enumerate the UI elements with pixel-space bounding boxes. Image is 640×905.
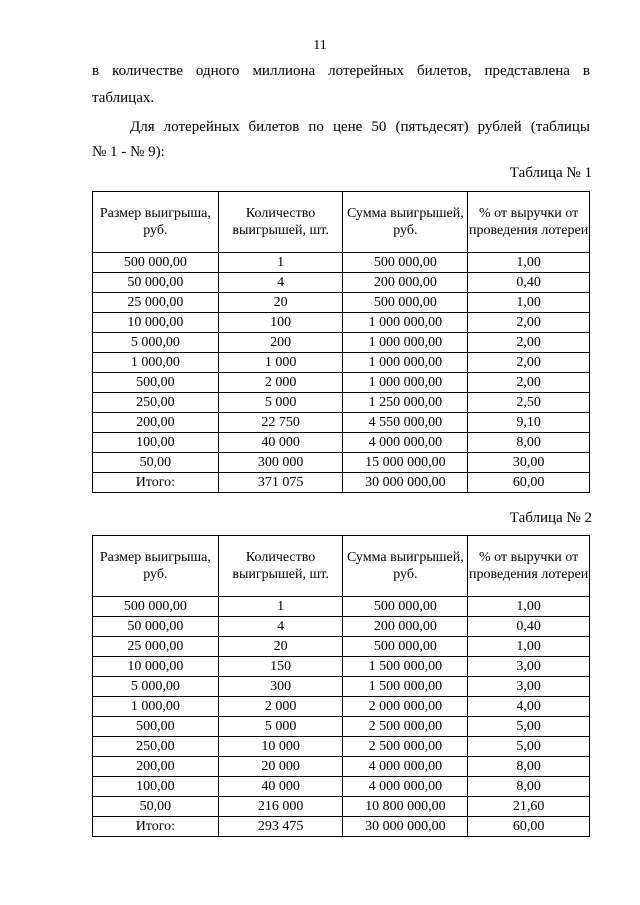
revenue-percent-cell: 5,00	[468, 737, 590, 757]
revenue-percent-cell: 1,00	[468, 293, 590, 313]
prize-amount-cell: 500,00	[93, 373, 219, 393]
revenue-percent-header: % от выручки от проведения лотереи	[468, 192, 590, 253]
prize-sum-header: Сумма выигрышей, руб.	[343, 192, 468, 253]
prize-sum-header: Сумма выигрышей, руб.	[343, 536, 468, 597]
prize-amount-cell: 10 000,00	[93, 313, 219, 333]
prize-count-cell: 150	[218, 657, 343, 677]
revenue-percent-cell: 0,40	[468, 617, 590, 637]
table-row	[93, 393, 590, 413]
paragraph-2-line-1: Для лотерейных билетов по цене 50 (пятьдесят) рублей (таблицы	[130, 119, 590, 135]
prize-count-cell: 4	[218, 273, 343, 293]
prize-amount-cell: 200,00	[93, 757, 219, 777]
prize-count-cell: 293 475	[218, 817, 343, 837]
prize-amount-cell: 1 000,00	[93, 353, 219, 373]
prize-count-cell: 2 000	[218, 697, 343, 717]
revenue-percent-header: % от выручки от проведения лотереи	[468, 536, 590, 597]
table-row	[93, 737, 590, 757]
prize-count-header: Количество выигрышей, шт.	[218, 192, 343, 253]
table-row	[93, 797, 590, 817]
revenue-percent-cell: 30,00	[468, 453, 590, 473]
prize-amount-cell: 200,00	[93, 413, 219, 433]
prize-count-cell: 10 000	[218, 737, 343, 757]
table-row	[93, 597, 590, 617]
revenue-percent-cell: 2,50	[468, 393, 590, 413]
table-header-row	[93, 536, 590, 597]
prize-count-cell: 20	[218, 293, 343, 313]
prize-count-cell: 22 750	[218, 413, 343, 433]
prize-sum-cell: 4 000 000,00	[343, 757, 468, 777]
prize-amount-cell: 250,00	[93, 737, 219, 757]
prize-count-cell: 200	[218, 333, 343, 353]
prize-count-cell: 300	[218, 677, 343, 697]
prize-count-cell: 40 000	[218, 777, 343, 797]
table-2-caption: Таблица № 2	[509, 510, 592, 526]
prize-sum-cell: 500 000,00	[343, 253, 468, 273]
table-total-row	[93, 817, 590, 837]
prize-amount-cell: 50,00	[93, 453, 219, 473]
prize-amount-cell: Итого:	[93, 473, 219, 493]
revenue-percent-cell: 1,00	[468, 597, 590, 617]
prize-amount-cell: 50 000,00	[93, 617, 219, 637]
paragraph-2-line-2: № 1 - № 9):	[92, 144, 165, 160]
revenue-percent-cell: 4,00	[468, 697, 590, 717]
table-1-caption: Таблица № 1	[509, 165, 592, 181]
revenue-percent-cell: 3,00	[468, 677, 590, 697]
page-number: 11	[313, 38, 327, 53]
prize-count-cell: 2 000	[218, 373, 343, 393]
prize-sum-cell: 30 000 000,00	[343, 473, 468, 493]
table-row	[93, 333, 590, 353]
revenue-percent-cell: 3,00	[468, 657, 590, 677]
table-row	[93, 617, 590, 637]
prize-sum-cell: 1 000 000,00	[343, 373, 468, 393]
prize-sum-cell: 4 550 000,00	[343, 413, 468, 433]
prize-count-cell: 20	[218, 637, 343, 657]
revenue-percent-cell: 21,60	[468, 797, 590, 817]
revenue-percent-cell: 1,00	[468, 253, 590, 273]
prize-sum-cell: 1 500 000,00	[343, 657, 468, 677]
paragraph-1-line-1: в количестве одного миллиона лотерейных билетов, представлена в	[92, 63, 590, 79]
prize-amount-cell: 100,00	[93, 433, 219, 453]
prize-count-cell: 5 000	[218, 717, 343, 737]
prize-amount-cell: 50 000,00	[93, 273, 219, 293]
prize-amount-cell: 50,00	[93, 797, 219, 817]
prize-sum-cell: 2 500 000,00	[343, 737, 468, 757]
table-row	[93, 777, 590, 797]
table-row	[93, 433, 590, 453]
prize-count-cell: 216 000	[218, 797, 343, 817]
revenue-percent-cell: 1,00	[468, 637, 590, 657]
prize-table-1	[92, 191, 590, 493]
revenue-percent-cell: 9,10	[468, 413, 590, 433]
prize-table-2	[92, 535, 590, 837]
prize-count-cell: 5 000	[218, 393, 343, 413]
prize-amount-header: Размер выигрыша, руб.	[93, 536, 219, 597]
table-row	[93, 697, 590, 717]
prize-amount-cell: 500 000,00	[93, 597, 219, 617]
prize-sum-cell: 1 500 000,00	[343, 677, 468, 697]
prize-amount-cell: 1 000,00	[93, 697, 219, 717]
revenue-percent-cell: 60,00	[468, 473, 590, 493]
table-total-row	[93, 473, 590, 493]
table-row	[93, 313, 590, 333]
prize-sum-cell: 500 000,00	[343, 293, 468, 313]
prize-amount-cell: 100,00	[93, 777, 219, 797]
prize-amount-cell: 25 000,00	[93, 637, 219, 657]
prize-sum-cell: 4 000 000,00	[343, 433, 468, 453]
table-row	[93, 253, 590, 273]
table-row	[93, 273, 590, 293]
prize-sum-cell: 1 000 000,00	[343, 313, 468, 333]
prize-sum-cell: 200 000,00	[343, 273, 468, 293]
revenue-percent-cell: 2,00	[468, 353, 590, 373]
prize-amount-cell: 25 000,00	[93, 293, 219, 313]
prize-count-header: Количество выигрышей, шт.	[218, 536, 343, 597]
prize-sum-cell: 15 000 000,00	[343, 453, 468, 473]
prize-amount-cell: 5 000,00	[93, 333, 219, 353]
prize-sum-cell: 10 800 000,00	[343, 797, 468, 817]
prize-count-cell: 4	[218, 617, 343, 637]
table-row	[93, 757, 590, 777]
prize-sum-cell: 30 000 000,00	[343, 817, 468, 837]
table-row	[93, 373, 590, 393]
prize-count-cell: 40 000	[218, 433, 343, 453]
table-row	[93, 353, 590, 373]
prize-count-cell: 100	[218, 313, 343, 333]
prize-sum-cell: 2 500 000,00	[343, 717, 468, 737]
prize-sum-cell: 200 000,00	[343, 617, 468, 637]
prize-sum-cell: 500 000,00	[343, 637, 468, 657]
prize-sum-cell: 1 000 000,00	[343, 353, 468, 373]
prize-amount-cell: 5 000,00	[93, 677, 219, 697]
table-row	[93, 453, 590, 473]
revenue-percent-cell: 8,00	[468, 757, 590, 777]
prize-amount-cell: 500,00	[93, 717, 219, 737]
prize-amount-cell: Итого:	[93, 817, 219, 837]
paragraph-1-line-2: таблицах.	[92, 90, 155, 106]
table-row	[93, 657, 590, 677]
prize-count-cell: 1	[218, 253, 343, 273]
revenue-percent-cell: 2,00	[468, 373, 590, 393]
revenue-percent-cell: 60,00	[468, 817, 590, 837]
table-row	[93, 293, 590, 313]
revenue-percent-cell: 8,00	[468, 777, 590, 797]
prize-count-cell: 1	[218, 597, 343, 617]
revenue-percent-cell: 8,00	[468, 433, 590, 453]
prize-amount-cell: 10 000,00	[93, 657, 219, 677]
prize-count-cell: 300 000	[218, 453, 343, 473]
prize-amount-cell: 250,00	[93, 393, 219, 413]
table-row	[93, 717, 590, 737]
revenue-percent-cell: 5,00	[468, 717, 590, 737]
revenue-percent-cell: 0,40	[468, 273, 590, 293]
prize-sum-cell: 1 000 000,00	[343, 333, 468, 353]
revenue-percent-cell: 2,00	[468, 313, 590, 333]
prize-sum-cell: 4 000 000,00	[343, 777, 468, 797]
table-row	[93, 637, 590, 657]
prize-amount-header: Размер выигрыша, руб.	[93, 192, 219, 253]
prize-sum-cell: 2 000 000,00	[343, 697, 468, 717]
table-row	[93, 413, 590, 433]
prize-amount-cell: 500 000,00	[93, 253, 219, 273]
table-header-row	[93, 192, 590, 253]
revenue-percent-cell: 2,00	[468, 333, 590, 353]
prize-count-cell: 20 000	[218, 757, 343, 777]
prize-count-cell: 1 000	[218, 353, 343, 373]
prize-sum-cell: 500 000,00	[343, 597, 468, 617]
prize-sum-cell: 1 250 000,00	[343, 393, 468, 413]
prize-count-cell: 371 075	[218, 473, 343, 493]
table-row	[93, 677, 590, 697]
